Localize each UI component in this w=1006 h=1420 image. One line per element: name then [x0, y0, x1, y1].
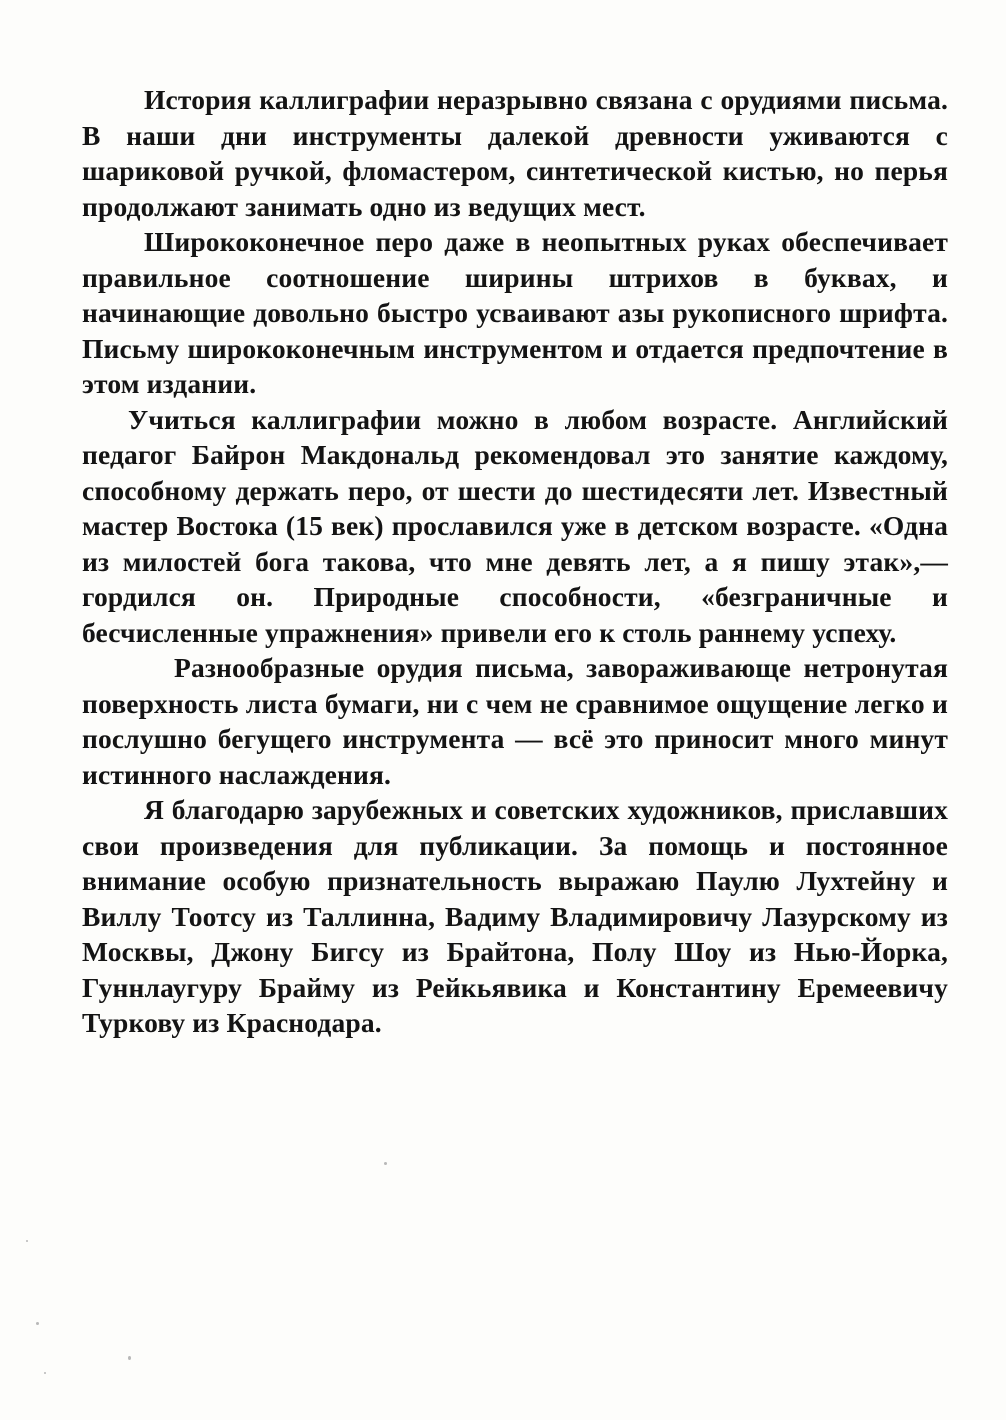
- scan-speck: [44, 1372, 46, 1374]
- paragraph-5: Я благодарю зарубежных и советских художников, приславших свои произведения для публикации. За помощь и постоянное внимание особую признательность выражаю Паулю Лухтейну и Виллу Тоотсу из Таллинна, Вадиму Владимировичу Лазурскому из Москвы, Джону Бигсу из Брайтона, Полу Шоу из Нью-Йорка, Гуннлаугуру Брайму из Рейкьявика и Константину Еремеевичу Туркову из Краснодара.: [82, 794, 948, 1038]
- scan-speck: [26, 1240, 28, 1242]
- paragraph-3: Учиться каллиграфии можно в любом возрасте. Английский педагог Байрон Макдональд рекомендовал это занятие каждому, способному держать перо, от шести до шестидесяти лет. Известный мастер Востока (15 век) прославился уже в детском возрасте. «Одна из милостей бога такова, что мне девять лет, а я пишу этак»,— гордился он. Природные способности, «безграничные и бесчисленные упражнения» привели его к столь раннему успеху.: [82, 403, 948, 648]
- paragraph-1: История каллиграфии неразрывно связана с орудиями письма. В наши дни инструменты далекой древности уживаются с шариковой ручкой, фломастером, синтетической кистью, но перья продолжают занимать одно из ведущих мест.: [82, 84, 948, 222]
- document-body: [82, 82, 948, 1041]
- scan-speck: [384, 1162, 387, 1165]
- scan-speck: [36, 1322, 39, 1325]
- paragraph-2: Ширококонечное перо даже в неопытных руках обеспечивает правильное соотношение ширины штрихов в буквах, и начинающие довольно быстро усваивают азы рукописного шрифта. Письму ширококонечным инструментом и отдается предпочтение в этом издании.: [82, 226, 948, 399]
- scan-speck: [128, 1356, 131, 1360]
- paragraph-4: Разнообразные орудия письма, завораживающе нетронутая поверхность листа бумаги, ни с чем не сравнимое ощущение легко и послушно бегущего инструмента — всё это приносит много минут истинного наслаждения.: [82, 652, 948, 790]
